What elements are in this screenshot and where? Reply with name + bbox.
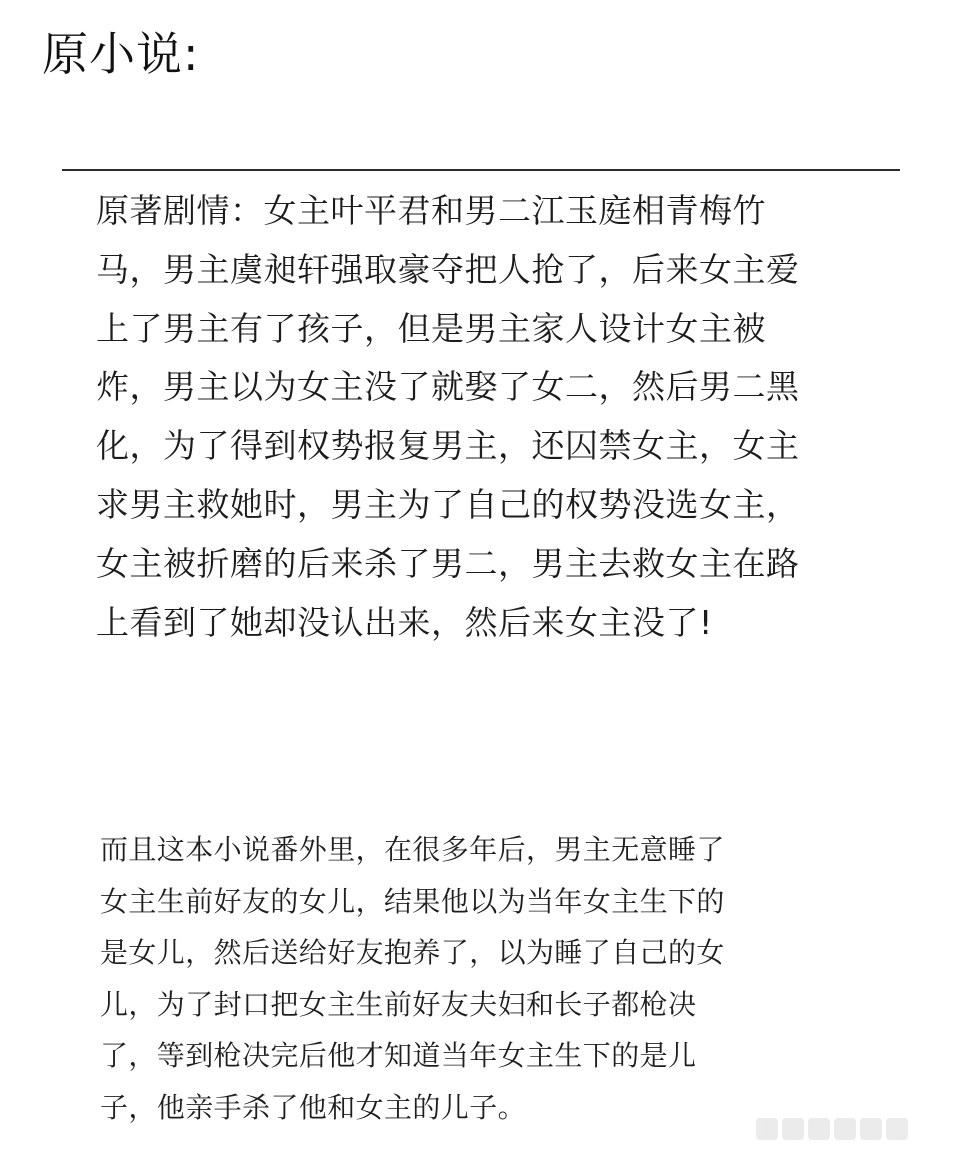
text-line: 女主生前好友的女儿，结果他以为当年女主生下的 bbox=[100, 884, 725, 918]
text-line: 上看到了她却没认出来，然后来女主没了! bbox=[96, 602, 713, 642]
watermark-mark bbox=[782, 1118, 804, 1140]
text-line: 儿，为了封口把女主生前好友夫妇和长子都枪决 bbox=[100, 987, 697, 1021]
text-line: 炸，男主以为女主没了就娶了女二，然后男二黑 bbox=[96, 367, 800, 407]
page-header: 原小说: bbox=[42, 27, 200, 81]
watermark bbox=[756, 1118, 946, 1148]
text-line: 了，等到枪决完后他才知道当年女主生下的是儿 bbox=[100, 1039, 697, 1072]
watermark-mark bbox=[756, 1118, 778, 1140]
excerpt-side-story bbox=[100, 824, 780, 1133]
text-line: 求男主救她时，男主为了自己的权势没选女主， bbox=[96, 484, 800, 524]
watermark-mark bbox=[860, 1118, 882, 1140]
text-line: 是女儿，然后送给好友抱养了，以为睡了自己的女 bbox=[100, 936, 725, 969]
text-line: 化，为了得到权势报复男主，还囚禁女主，女主 bbox=[96, 426, 800, 466]
text-line: 女主被折磨的后来杀了男二，男主去救女主在路 bbox=[96, 543, 800, 583]
watermark-mark bbox=[808, 1118, 830, 1140]
divider bbox=[62, 169, 900, 171]
excerpt-plot-summary bbox=[96, 182, 836, 652]
text-line: 马，男主虞昶轩强取豪夺把人抢了，后来女主爱 bbox=[96, 249, 800, 289]
text-line: 上了男主有了孩子，但是男主家人设计女主被 bbox=[96, 308, 766, 348]
text-line: 而且这本小说番外里，在很多年后，男主无意睡了 bbox=[100, 833, 725, 866]
watermark-mark bbox=[834, 1118, 856, 1140]
text-line: 原著剧情：女主叶平君和男二江玉庭相青梅竹 bbox=[96, 191, 766, 230]
watermark-mark bbox=[886, 1118, 908, 1140]
text-line: 子，他亲手杀了他和女主的儿子。 bbox=[100, 1090, 527, 1124]
